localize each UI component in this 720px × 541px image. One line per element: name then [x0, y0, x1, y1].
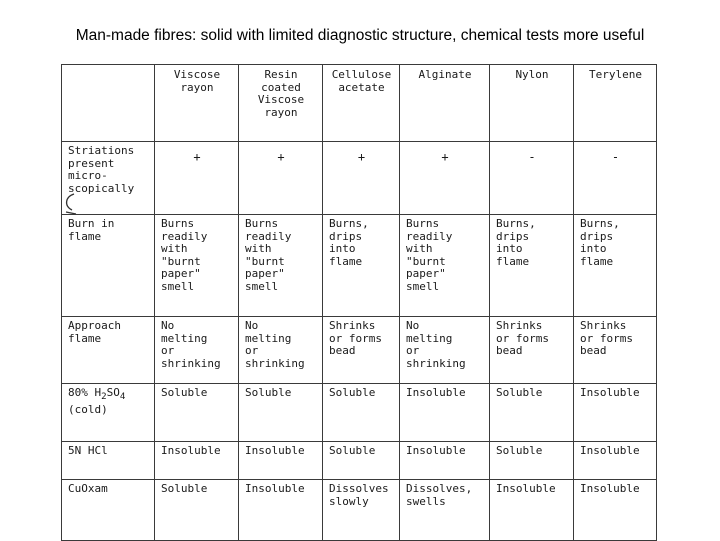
scan-mark	[62, 192, 78, 218]
table-cell: +	[155, 142, 239, 215]
table-cell: Shrinks or forms bead	[323, 317, 400, 384]
column-header-cellulose-acetate: Cellulose acetate	[323, 65, 400, 142]
table-cell: Insoluble	[239, 442, 323, 480]
column-header-terylene: Terylene	[574, 65, 657, 142]
table-cell: Insoluble	[239, 480, 323, 541]
table-cell: Burns readily with "burnt paper" smell	[155, 215, 239, 317]
table-cell: +	[323, 142, 400, 215]
table-row-h2so4	[62, 384, 657, 442]
table-cell: Shrinks or forms bead	[574, 317, 657, 384]
table-cell: +	[400, 142, 490, 215]
table-cell: Soluble	[239, 384, 323, 442]
table-cell: Insoluble	[574, 480, 657, 541]
row-label-cuoxam: CuOxam	[62, 480, 155, 541]
table-cell: -	[574, 142, 657, 215]
corner-cell	[62, 65, 155, 142]
row-label-5n-hcl: 5N HCl	[62, 442, 155, 480]
table-row-approach-flame	[62, 317, 657, 384]
table-cell: No melting or shrinking	[400, 317, 490, 384]
table-cell: Insoluble	[574, 384, 657, 442]
table-cell: Insoluble	[574, 442, 657, 480]
table-cell: Soluble	[323, 384, 400, 442]
page-title: Man-made fibres: solid with limited diagnostic structure, chemical tests more useful	[75, 27, 645, 44]
table-row-burn-in-flame	[62, 215, 657, 317]
row-label-striations: Striations present micro- scopically	[62, 142, 155, 215]
table-row-5n-hcl	[62, 442, 657, 480]
table-row-striations	[62, 142, 657, 215]
table-cell: Burns, drips into flame	[574, 215, 657, 317]
table-cell: Burns readily with "burnt paper" smell	[400, 215, 490, 317]
table-cell: Insoluble	[400, 384, 490, 442]
table-cell: Burns, drips into flame	[490, 215, 574, 317]
table-cell: Soluble	[490, 384, 574, 442]
header-row	[62, 65, 657, 142]
table-cell: Insoluble	[155, 442, 239, 480]
table-cell: Insoluble	[400, 442, 490, 480]
table-cell: No melting or shrinking	[155, 317, 239, 384]
table-cell: No melting or shrinking	[239, 317, 323, 384]
row-label-burn-in-flame: Burn in flame	[62, 215, 155, 317]
table-cell: Soluble	[155, 480, 239, 541]
table-cell: Shrinks or forms bead	[490, 317, 574, 384]
table-cell: Dissolves slowly	[323, 480, 400, 541]
table-row-cuoxam	[62, 480, 657, 541]
table-cell: -	[490, 142, 574, 215]
column-header-alginate: Alginate	[400, 65, 490, 142]
table-cell: Soluble	[323, 442, 400, 480]
row-label-h2so4: 80% $H_2SO_4$ (cold)	[62, 384, 155, 442]
table-cell: Dissolves, swells	[400, 480, 490, 541]
column-header-nylon: Nylon	[490, 65, 574, 142]
column-header-resin-coated-viscose: Resin coated Viscose rayon	[239, 65, 323, 142]
table-cell: Insoluble	[490, 480, 574, 541]
fibre-test-table	[61, 64, 657, 541]
row-label-approach-flame: Approach flame	[62, 317, 155, 384]
table-cell: +	[239, 142, 323, 215]
table-cell: Burns readily with "burnt paper" smell	[239, 215, 323, 317]
column-header-viscose-rayon: Viscose rayon	[155, 65, 239, 142]
table-cell: Soluble	[155, 384, 239, 442]
table-cell: Burns, drips into flame	[323, 215, 400, 317]
table-cell: Soluble	[490, 442, 574, 480]
